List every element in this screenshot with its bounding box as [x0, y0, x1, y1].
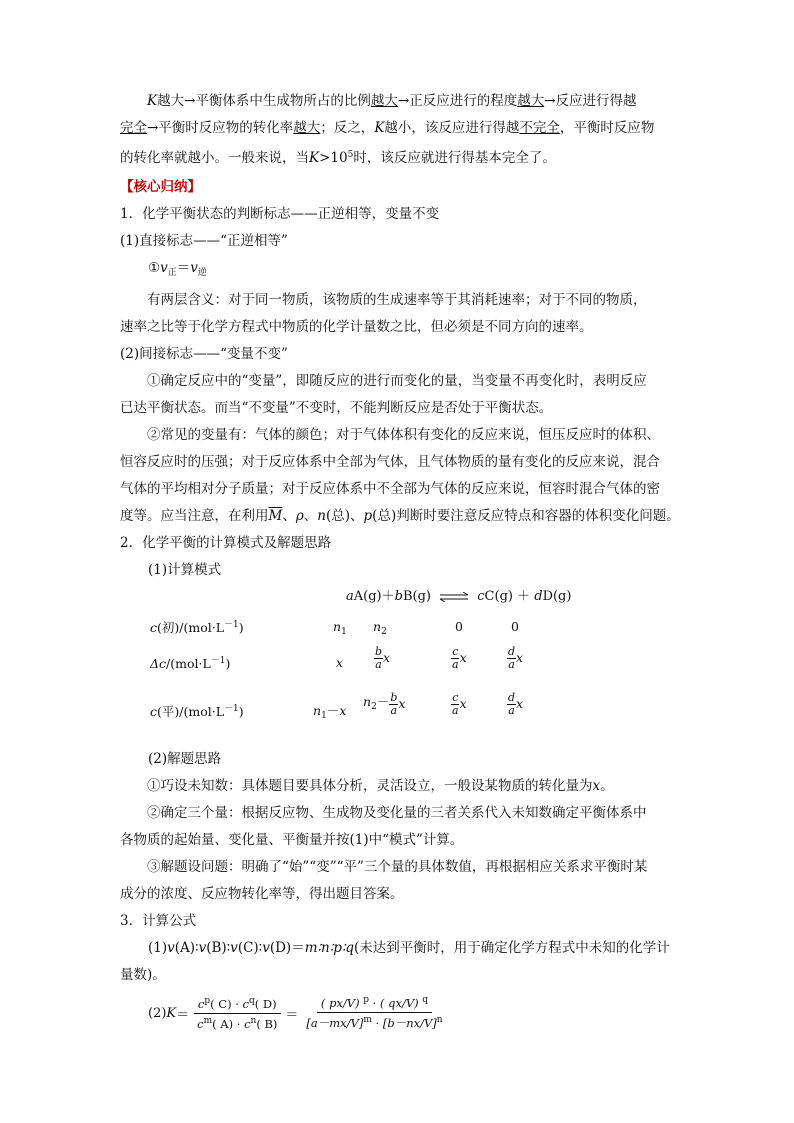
text: (2)	[148, 1005, 167, 1021]
denominator	[302, 1013, 446, 1031]
section-2-title: 2．化学平衡的计算模式及解题思路	[120, 535, 332, 551]
equals: ＝	[176, 260, 191, 276]
indirect-indicator-title: (2)间接标志——“变量不变”	[120, 346, 288, 362]
text: )	[238, 704, 244, 719]
c-symbol: c	[244, 1016, 251, 1031]
minus: －	[326, 703, 340, 718]
k-symbol: K	[374, 120, 385, 136]
m-bar-symbol: M	[268, 508, 283, 524]
n-symbol: n	[317, 508, 326, 524]
indirect-2-line-1: ②常见的变量有：气体的颜色；对于气体体积有变化的反应来说，恒压反应时的体积、	[147, 427, 660, 443]
k-symbol: K	[309, 150, 320, 166]
underlined-text: 不完全	[519, 120, 560, 136]
initial-c: 0	[455, 619, 463, 634]
n-symbol: n	[333, 619, 342, 634]
superscript: p	[363, 995, 369, 1005]
row-label-equilibrium	[150, 702, 244, 719]
solve-step-2-line-2: 各物质的起始量、变化量、平衡量并按(1)中“模式”计算。	[120, 832, 464, 848]
numerator	[194, 996, 281, 1014]
v-symbol: v	[230, 940, 238, 956]
text: )	[225, 656, 231, 671]
underlined-text: 完全	[120, 120, 147, 136]
indirect-1-line-1: ①确定反应中的“变量”，即随反应的进行而变化的量，当变量不再变化时，表明反应	[147, 373, 647, 389]
equals: ＝	[285, 1007, 299, 1023]
x-symbol: x	[383, 650, 391, 665]
text: 、	[282, 508, 296, 524]
v-symbol: v	[167, 940, 175, 956]
species-c: C(g) ＋	[484, 589, 535, 604]
text: ( A) ·	[212, 1016, 245, 1031]
minus: －	[376, 694, 390, 709]
solve-step-1	[120, 773, 680, 800]
indirect-2-line-4	[120, 503, 680, 530]
formula-1-line-2: 量数)。	[120, 967, 166, 983]
text: (平)/(mol·L	[157, 704, 225, 719]
text: 越大→平衡体系中生成物所占的比例	[157, 93, 371, 109]
denominator: a	[508, 658, 515, 671]
text: [a－mx/V]	[306, 1016, 364, 1030]
text: >10	[319, 150, 348, 166]
text: (初)/(mol·L	[157, 620, 225, 635]
document-page	[120, 88, 680, 1031]
numerator: c	[452, 691, 459, 704]
core-summary-heading: 【核心归纳】	[120, 179, 201, 195]
fraction	[374, 646, 383, 671]
x-symbol: x	[339, 703, 347, 718]
v-symbol: v	[160, 260, 168, 276]
k-symbol: K	[166, 1005, 177, 1021]
delta-c-symbol: Δc	[150, 656, 167, 671]
solve-title: (2)解题思路	[148, 751, 222, 767]
v-symbol: v	[198, 940, 207, 956]
numerator: b	[375, 645, 383, 658]
section-3-title: 3．计算公式	[120, 913, 197, 929]
text: · ( qx/V)	[369, 996, 423, 1010]
fraction	[451, 692, 460, 717]
section-1-title: 1．化学平衡状态的判断标志——正逆相等，变量不变	[120, 206, 440, 222]
text: /(mol·L	[166, 656, 211, 671]
species-a: A(g)＋	[353, 589, 395, 604]
c-symbol: c	[197, 996, 205, 1011]
superscript: n	[250, 1015, 257, 1026]
numerator: d	[508, 691, 516, 704]
text: ( px/V)	[320, 996, 364, 1010]
text: ，平衡时反应物	[559, 120, 655, 136]
initial-n2	[373, 620, 387, 639]
indirect-1-line-2: 已达平衡状态。而当“不变量”不变时，不能判断反应是否处于平衡状态。	[120, 400, 553, 416]
text: · [b－nx/V]	[371, 1016, 437, 1030]
text: →反应进行得越	[544, 93, 637, 109]
text: ；反之，	[320, 120, 375, 136]
p-symbol: p	[363, 508, 373, 524]
species-b: B(g)	[402, 589, 431, 604]
numerator: d	[508, 645, 516, 658]
numerator	[317, 995, 432, 1013]
text: ( C) ·	[210, 996, 243, 1011]
eq-a	[313, 704, 346, 723]
change-a	[336, 656, 343, 670]
change-d	[507, 646, 523, 671]
eq-c	[451, 692, 467, 717]
formula-1	[120, 935, 680, 962]
eq-b	[363, 692, 405, 717]
text: (总)判断时要注意反应特点和容器的体积变化问题。	[372, 508, 680, 524]
calc-mode-title: (1)计算模式	[148, 562, 222, 578]
underlined-text: 越大	[517, 93, 545, 109]
denominator: a	[452, 658, 459, 671]
c-symbol: c	[150, 620, 158, 635]
x-symbol: x	[592, 778, 601, 794]
n-symbol: n	[313, 703, 322, 718]
x-symbol: x	[516, 650, 524, 665]
solve-step-3-line-2: 成分的浓度、反应物转化率等，得出题目答案。	[120, 886, 404, 902]
solve-step-3-line-1: ③解题设问题：明确了“始”“变”“平”三个量的具体数值，再根据相应关系求平衡时某	[147, 859, 648, 875]
v-symbol: v	[262, 940, 270, 956]
change-c	[451, 646, 467, 671]
indirect-2-line-2: 恒容反应时的压强；对于反应体系中全部为气体，且气体物质的量有变化的反应来说，混合	[120, 454, 660, 470]
subscript: 1	[321, 711, 327, 721]
k-concentration-fraction	[193, 996, 281, 1031]
rho-symbol: ρ	[295, 508, 304, 524]
superscript: m	[363, 1015, 372, 1025]
circle-number: ①	[148, 260, 161, 276]
text: 的转化率就越小。一般来说，当	[120, 150, 309, 166]
rate-equality	[120, 255, 680, 287]
superscript: p	[204, 995, 211, 1006]
reaction-equation	[346, 590, 571, 604]
text: (A)∶	[174, 940, 199, 956]
c-symbol: c	[150, 704, 158, 719]
superscript: n	[436, 1015, 443, 1025]
superscript: m	[203, 1015, 213, 1026]
text: →正反应进行的程度	[397, 93, 518, 109]
denominator: a	[390, 704, 398, 717]
calculation-table	[120, 586, 680, 746]
initial-d: 0	[511, 619, 519, 634]
change-b	[374, 646, 390, 671]
x-symbol: x	[459, 696, 467, 711]
text: ( B)	[256, 1016, 278, 1031]
denominator: a	[508, 704, 515, 717]
coef-d: d	[534, 589, 543, 604]
x-symbol: x	[459, 650, 467, 665]
text: 、	[303, 508, 318, 524]
denominator	[193, 1014, 281, 1031]
text: 时，该反应就进行得基本完全了。	[353, 150, 556, 166]
eq-d	[507, 692, 523, 717]
subscript: 逆	[197, 268, 207, 278]
intro-line-1	[120, 88, 680, 115]
equilibrium-arrow-icon	[439, 592, 469, 602]
text: (未达到平衡时，用于确定化学方程式中未知的化学计	[354, 940, 670, 956]
text: ( D)	[254, 996, 277, 1011]
text: 。	[600, 778, 614, 794]
x-symbol: x	[336, 655, 344, 670]
n-symbol: n	[363, 694, 372, 709]
coef-a: a	[346, 589, 354, 604]
text: →平衡时反应物的转化率	[147, 120, 294, 136]
fraction	[451, 646, 460, 671]
fraction	[507, 646, 516, 671]
superscript: 5	[347, 150, 354, 160]
initial-n1	[333, 620, 347, 639]
text: (B)∶	[206, 940, 231, 956]
meaning-line-1: 有两层含义：对于同一物质，该物质的生成速率等于其消耗速率；对于不同的物质，	[147, 292, 647, 308]
n-symbol: n	[373, 619, 382, 634]
direct-indicator-title: (1)直接标志——“正逆相等”	[120, 233, 288, 249]
c-symbol: c	[242, 996, 249, 1011]
denominator: a	[452, 704, 459, 717]
underlined-text: 越大	[293, 120, 321, 136]
meaning-line-2: 速率之比等于化学方程式中物质的化学计量数之比，但必须是不同方向的速率。	[120, 319, 593, 335]
ratio-symbols: m∶n∶p∶q	[304, 940, 355, 956]
subscript: 2	[371, 702, 377, 712]
superscript: q	[249, 995, 255, 1006]
intro-line-3	[120, 142, 680, 172]
subscript: 2	[381, 627, 387, 637]
coef-b: b	[394, 589, 403, 604]
text: 度等。应当注意，在利用	[120, 508, 269, 524]
text: (1)	[148, 940, 168, 956]
text: (总)、	[325, 508, 364, 524]
v-symbol: v	[190, 260, 198, 276]
text: 越小，该反应进行得越	[384, 120, 520, 136]
species-d: D(g)	[542, 589, 572, 604]
formula-2	[120, 995, 680, 1031]
intro-line-2	[120, 115, 680, 142]
subscript: 正	[167, 268, 177, 278]
superscript: －1	[224, 620, 239, 630]
text: (D)＝	[269, 940, 305, 956]
text: (C)∶	[237, 940, 263, 956]
superscript: －1	[224, 704, 239, 714]
coef-c: c	[477, 589, 485, 604]
numerator: c	[452, 645, 459, 658]
subscript: 1	[341, 627, 347, 637]
fraction	[389, 692, 398, 717]
k-amount-fraction	[302, 995, 446, 1031]
row-label-initial	[150, 618, 244, 635]
c-symbol: c	[197, 1016, 204, 1031]
x-symbol: x	[398, 696, 406, 711]
equals: ＝	[176, 1007, 190, 1023]
x-symbol: x	[516, 696, 524, 711]
fraction	[507, 692, 516, 717]
row-label-change	[150, 654, 230, 671]
solve-step-2-line-1: ②确定三个量：根据反应物、生成物及变化量的三者关系代入未知数确定平衡体系中	[147, 805, 647, 821]
superscript: －1	[210, 656, 226, 666]
text: )	[238, 620, 244, 635]
numerator: b	[390, 691, 398, 704]
superscript: q	[422, 995, 429, 1005]
text: ①巧设未知数：具体题目要具体分析，灵活设立，一般设某物质的转化量为	[147, 778, 593, 794]
k-symbol: K	[147, 93, 158, 109]
denominator: a	[375, 658, 382, 671]
indirect-2-line-3: 气体的平均相对分子质量；对于反应体系中不全部为气体的反应来说，恒容时混合气体的密	[120, 481, 660, 497]
underlined-text: 越大	[370, 93, 398, 109]
